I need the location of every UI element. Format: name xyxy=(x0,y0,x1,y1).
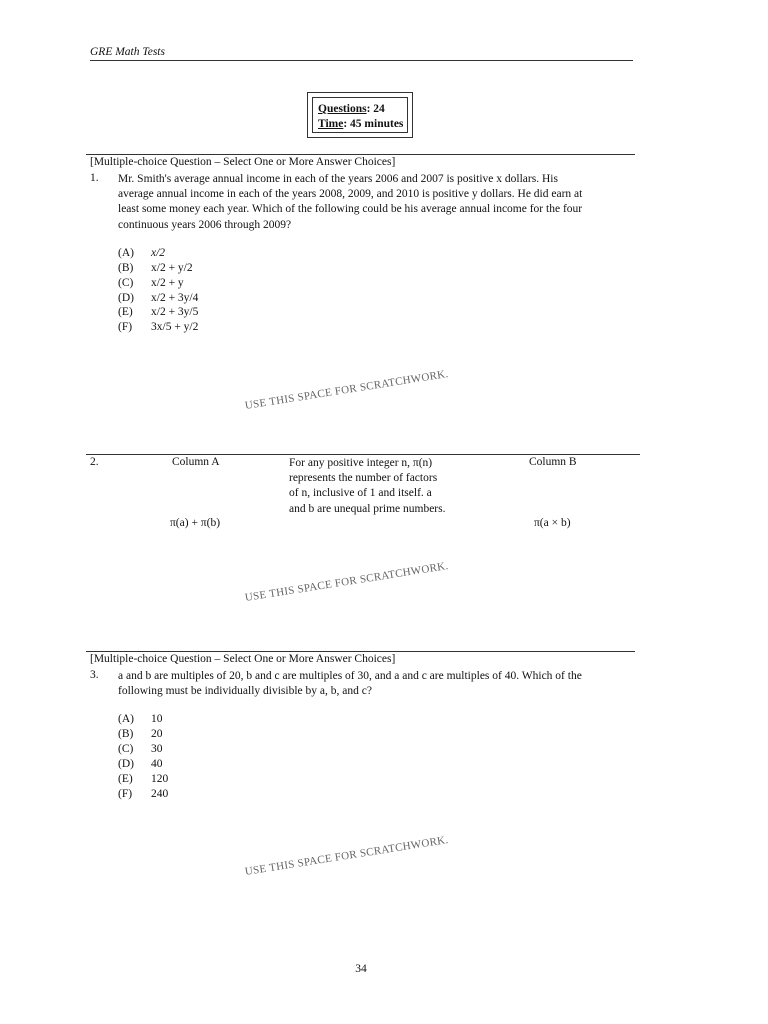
q3-number: 3. xyxy=(90,669,99,681)
time-label: Time xyxy=(318,118,344,130)
choice-text: x/2 + y/2 xyxy=(151,262,193,274)
choice-text: 30 xyxy=(151,743,163,755)
choice-label: (D) xyxy=(118,292,134,304)
choice-label: (A) xyxy=(118,247,134,259)
choice-text: 20 xyxy=(151,728,163,740)
test-info-box xyxy=(307,92,413,138)
q1-line: least some money each year. Which of the following could be his average annual income for the four xyxy=(118,203,583,216)
q3-choice-a[interactable] xyxy=(118,713,163,728)
q3-type: [Multiple-choice Question – Select One or More Answer Choices] xyxy=(90,653,396,665)
questions-count xyxy=(318,102,407,117)
q1-choice-a[interactable] xyxy=(118,247,165,262)
scratchwork-label: USE THIS SPACE FOR SCRATCHWORK. xyxy=(244,559,450,604)
choice-text: 10 xyxy=(151,713,163,725)
choice-label: (C) xyxy=(118,277,134,289)
q2-info-line: represents the number of factors xyxy=(289,472,438,485)
q2-info-line: of n, inclusive of 1 and itself. a xyxy=(289,487,432,500)
choice-label: (F) xyxy=(118,321,133,333)
q2-info-line: For any positive integer n, π(n) xyxy=(289,457,433,469)
choice-text: 40 xyxy=(151,758,163,770)
q1-line: continuous years 2006 through 2009? xyxy=(118,218,292,231)
time-value: : 45 minutes xyxy=(343,118,404,130)
choice-label: (E) xyxy=(118,306,133,318)
column-b-header: Column B xyxy=(529,456,577,468)
questions-value: : 24 xyxy=(366,103,385,115)
q1-choice-c[interactable] xyxy=(118,277,184,292)
q1-rule xyxy=(86,154,635,155)
choice-text: 120 xyxy=(151,773,169,785)
q3-line: a and b are multiples of 20, b and c are multiples of 30, and a and c are multiples of 40. Which of the xyxy=(118,670,582,682)
choice-text: x/2 + 3y/5 xyxy=(151,306,199,318)
choice-text: 3x/5 + y/2 xyxy=(151,321,199,333)
time-limit xyxy=(318,117,407,132)
q3-choice-c[interactable] xyxy=(118,743,163,758)
q2-center-info xyxy=(289,456,445,517)
choice-label: (B) xyxy=(118,728,134,740)
choice-label: (A) xyxy=(118,713,134,725)
choice-label: (B) xyxy=(118,262,134,274)
q3-text xyxy=(118,669,638,699)
choice-text: x/2 + y xyxy=(151,277,184,289)
choice-text: 240 xyxy=(151,788,169,800)
header-rule xyxy=(90,60,633,61)
q1-text xyxy=(118,172,638,233)
choice-label: (E) xyxy=(118,773,133,785)
scratchwork-label: USE THIS SPACE FOR SCRATCHWORK. xyxy=(244,367,450,412)
q2-info-line: and b are unequal prime numbers. xyxy=(289,502,446,515)
q1-line: average annual income in each of the years 2008, 2009, and 2010 is positive y dollars. He did earn at xyxy=(118,188,583,201)
q3-rule xyxy=(86,651,635,652)
q1-number: 1. xyxy=(90,172,99,184)
q1-choice-f[interactable] xyxy=(118,321,198,336)
q3-choice-f[interactable] xyxy=(118,788,168,803)
q3-choice-e[interactable] xyxy=(118,773,168,788)
q1-type: [Multiple-choice Question – Select One or More Answer Choices] xyxy=(90,156,396,168)
q3-choice-d[interactable] xyxy=(118,758,163,773)
choice-label: (F) xyxy=(118,788,133,800)
questions-label: Questions xyxy=(318,103,367,115)
scratchwork-label: USE THIS SPACE FOR SCRATCHWORK. xyxy=(244,833,450,878)
column-a-header: Column A xyxy=(172,456,220,468)
page-number: 34 xyxy=(355,963,367,975)
choice-label: (C) xyxy=(118,743,134,755)
q1-choice-d[interactable] xyxy=(118,292,198,307)
q1-choice-e[interactable] xyxy=(118,306,198,321)
q2-rule xyxy=(86,454,640,455)
q1-line: Mr. Smith's average annual income in each of the years 2006 and 2007 is positive x dollars. His xyxy=(118,173,558,185)
q3-line: following must be individually divisible by a, b, and c? xyxy=(118,685,372,698)
choice-text: x/2 xyxy=(151,247,166,259)
choice-label: (D) xyxy=(118,758,134,770)
quantity-a: π(a) + π(b) xyxy=(170,517,221,529)
header-title: GRE Math Tests xyxy=(90,46,165,58)
q3-choice-b[interactable] xyxy=(118,728,163,743)
choice-text: x/2 + 3y/4 xyxy=(151,292,199,304)
q2-number: 2. xyxy=(90,456,99,468)
q1-choice-b[interactable] xyxy=(118,262,193,277)
quantity-b: π(a × b) xyxy=(534,517,571,529)
